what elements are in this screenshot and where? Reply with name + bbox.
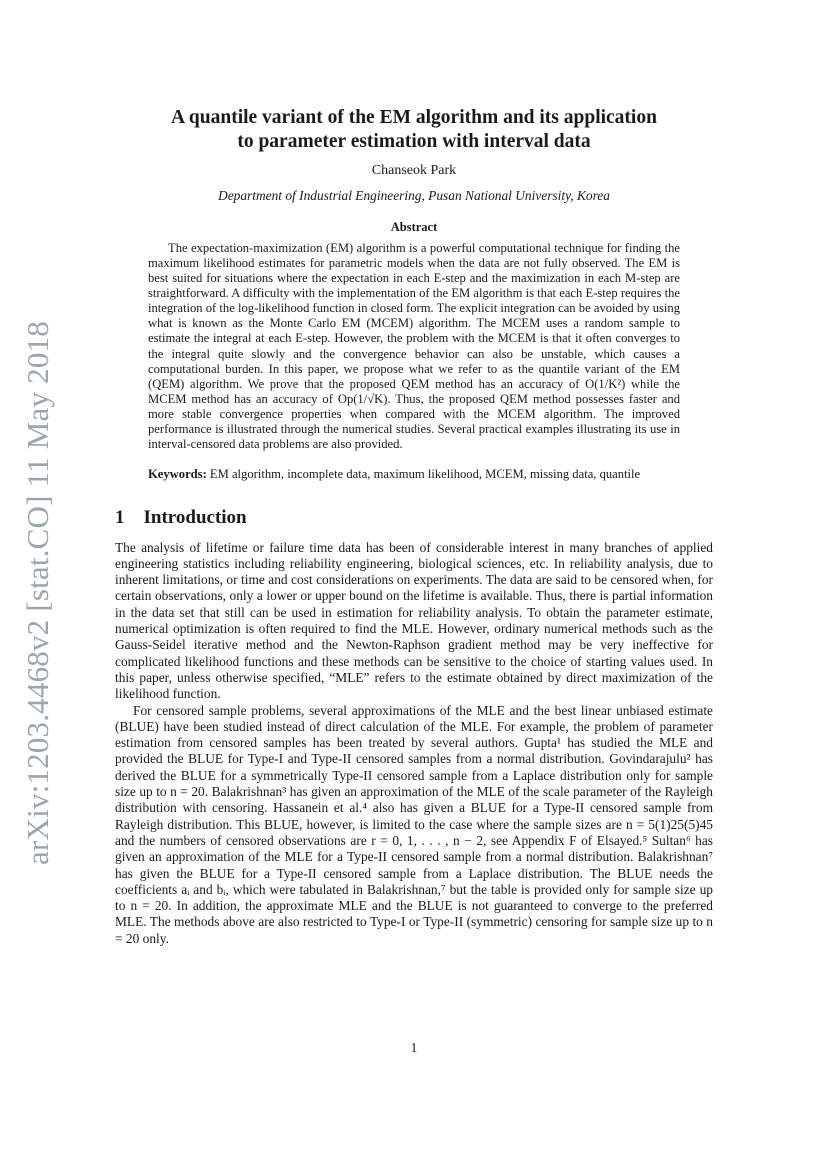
section-title: Introduction [143, 507, 247, 529]
paper-title [115, 106, 713, 154]
page-number: 1 [410, 1040, 418, 1055]
keywords [148, 467, 680, 482]
arxiv-side-stamp [8, 320, 68, 865]
title-line-2: to parameter estimation with interval data [237, 131, 591, 152]
author-name: Chanseok Park [371, 163, 457, 178]
abstract-heading: Abstract [390, 219, 438, 234]
paragraph-1: The analysis of lifetime or failure time data has been of considerable interest in many branches of applied engineering statistics including reliability engineering, biological sciences, etc. In reliability analysis, due to inherent limitations, or time and cost considerations on experiments. The data are said to be censored when, for certain observations, only a lower or upper bound on the lifetime is available. Thus, there is partial information in the data set that still can be used in estimation for reliability analysis. To obtain the parameter estimate, numerical optimization is often required to find the MLE. However, ordinary numerical methods such as the Gauss-Seidel iterative method and the Newton-Raphson gradient method may be very ineffective for complicated likelihood functions and these methods can be sensitive to the choice of starting values used. In this paper, unless otherwise specified, “MLE” refers to the estimate obtained by direct maximization of the likelihood function. [115, 539, 713, 702]
section-number: 1 [115, 507, 125, 529]
arxiv-identifier: arXiv:1203.4468v2 [stat.CO] 11 May 2018 [20, 320, 55, 865]
author-affiliation: Department of Industrial Engineering, Pusan National University, Korea [218, 188, 610, 204]
paper-page [115, 100, 713, 947]
title-line-1: A quantile variant of the EM algorithm and its application [171, 107, 657, 128]
abstract-text: The expectation-maximization (EM) algorithm is a powerful computational technique for finding the maximum likelihood estimates for parametric models when the data are not fully observed. The EM is best suited for situations where the expectation in each E-step and the maximization in each M-step are straightforward. A difficulty with the implementation of the EM algorithm is that each E-step requires the integration of the log-likelihood function in closed form. The explicit integration can be avoided by using what is known as the Monte Carlo EM (MCEM) algorithm. The MCEM uses a random sample to estimate the integral at each E-step. However, the problem with the MCEM is that it often converges to the integral quite slowly and the convergence behavior can also be unstable, which causes a computational burden. In this paper, we propose what we refer to as the quantile variant of the EM (QEM) algorithm. We prove that the proposed QEM method has an accuracy of O(1/K²) while the MCEM method has an accuracy of Op(1/√K). Thus, the proposed QEM method possesses faster and more stable convergence properties when compared with the MCEM algorithm. The improved performance is illustrated through the numerical studies. Several practical examples illustrating its use in interval-censored data problems are also provided. [148, 240, 680, 452]
section-body [115, 540, 713, 947]
section-heading [115, 507, 713, 529]
keywords-label: Keywords: [148, 467, 207, 482]
keywords-list: EM algorithm, incomplete data, maximum likelihood, MCEM, missing data, quantile [209, 467, 641, 482]
paragraph-2: For censored sample problems, several approximations of the MLE and the best linear unbiased estimate (BLUE) have been studied instead of direct calculation of the MLE. For example, the problem of parameter estimation from censored samples has been treated by several authors. Gupta¹ has studied the MLE and provided the BLUE for Type-I and Type-II censored samples from a normal distribution. Govindarajulu² has derived the BLUE for a symmetrically Type-II censored sample from a Laplace distribution only for sample size up to n = 20. Balakrishnan³ has given an approximation of the MLE of the scale parameter of the Rayleigh distribution with censoring. Hassanein et al.⁴ also has given a BLUE for a Type-II censored sample from Rayleigh distribution. This BLUE, however, is limited to the case where the sample sizes are n = 5(1)25(5)45 and the numbers of censored observations are r = 0, 1, . . . , n − 2, see Appendix F of Elsayed.⁵ Sultan⁶ has given an approximation of the MLE for a Type-II censored sample from a normal distribution. Balakrishnan⁷ has given the BLUE for a Type-II censored sample from a Laplace distribution. The BLUE needs the coefficients aᵢ and bᵢ, which were tabulated in Balakrishnan,⁷ but the table is provided only for sample size up to n = 20. In addition, the approximate MLE and the BLUE is not guaranteed to converge to the preferred MLE. The methods above are also restricted to Type-I or Type-II (symmetric) censoring for sample size up to n = 20 only. [115, 702, 713, 946]
